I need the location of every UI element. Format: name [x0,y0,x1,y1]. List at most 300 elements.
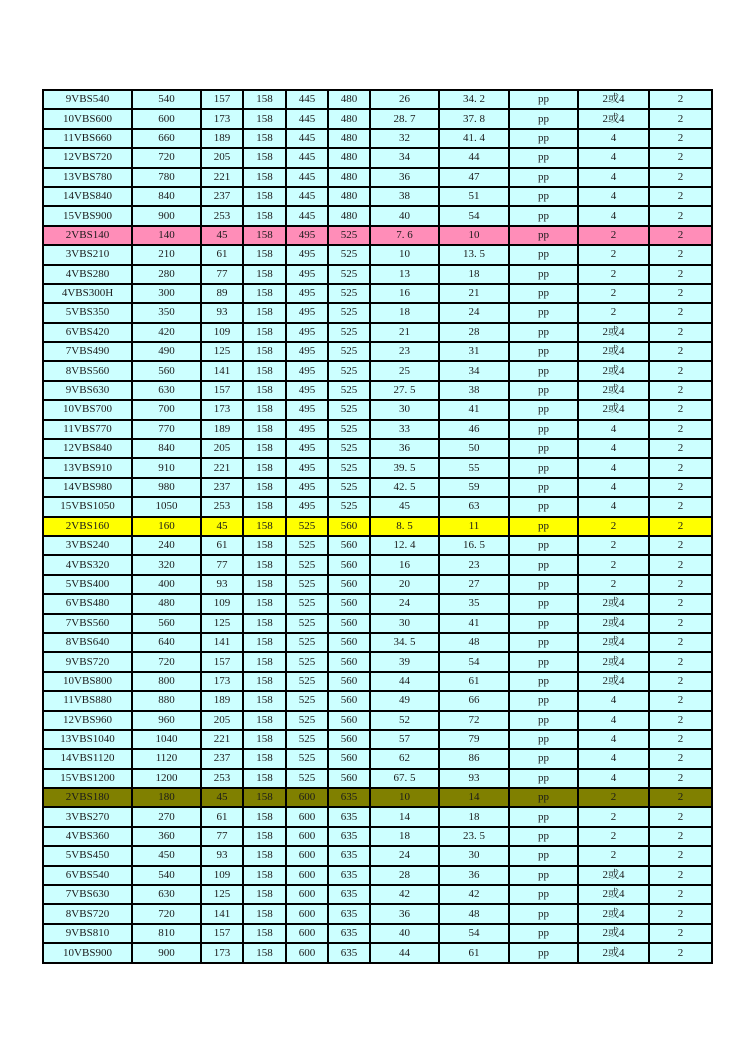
value-cell: 86 [439,749,509,768]
value-cell: 525 [328,265,370,284]
value-cell: 2 [649,924,712,943]
model-cell: 5VBS400 [43,575,132,594]
value-cell: 189 [201,129,243,148]
value-cell: 10 [370,788,439,807]
value-cell: 525 [328,284,370,303]
value-cell: 2或4 [578,90,649,109]
model-cell: 3VBS270 [43,807,132,826]
model-cell: 6VBS420 [43,323,132,342]
model-cell: 3VBS210 [43,245,132,264]
value-cell: 4 [578,168,649,187]
value-cell: pp [509,575,578,594]
table-row [43,633,712,652]
value-cell: 635 [328,846,370,865]
value-cell: 21 [439,284,509,303]
value-cell: 158 [243,226,286,245]
value-cell: 2 [649,245,712,264]
value-cell: 560 [132,361,201,380]
value-cell: 2 [578,226,649,245]
value-cell: pp [509,711,578,730]
value-cell: 158 [243,517,286,536]
value-cell: 4 [578,769,649,788]
value-cell: pp [509,846,578,865]
model-cell: 7VBS490 [43,342,132,361]
value-cell: 810 [132,924,201,943]
model-cell: 11VBS770 [43,420,132,439]
value-cell: 2 [649,148,712,167]
value-cell: 44 [370,672,439,691]
value-cell: 23 [439,555,509,574]
value-cell: 45 [370,497,439,516]
value-cell: 28 [439,323,509,342]
value-cell: 2 [649,555,712,574]
table-row [43,284,712,303]
table-row [43,555,712,574]
table-row [43,420,712,439]
value-cell: 560 [328,594,370,613]
value-cell: 660 [132,129,201,148]
value-cell: 93 [439,769,509,788]
value-cell: 205 [201,711,243,730]
value-cell: 42 [370,885,439,904]
value-cell: pp [509,226,578,245]
value-cell: 350 [132,303,201,322]
value-cell: 2 [649,497,712,516]
value-cell: 40 [370,206,439,225]
value-cell: 158 [243,691,286,710]
value-cell: 4 [578,478,649,497]
table-row [43,614,712,633]
model-cell: 10VBS600 [43,109,132,128]
value-cell: 1040 [132,730,201,749]
value-cell: 61 [201,245,243,264]
value-cell: 2或4 [578,924,649,943]
value-cell: 158 [243,90,286,109]
value-cell: 173 [201,672,243,691]
value-cell: pp [509,943,578,963]
table-row [43,672,712,691]
value-cell: 980 [132,478,201,497]
value-cell: 16 [370,284,439,303]
value-cell: 54 [439,652,509,671]
table-row [43,536,712,555]
value-cell: 270 [132,807,201,826]
value-cell: 157 [201,381,243,400]
value-cell: 141 [201,361,243,380]
value-cell: 25 [370,361,439,380]
value-cell: 2 [578,517,649,536]
value-cell: 910 [132,458,201,477]
value-cell: 635 [328,943,370,963]
model-cell: 13VBS910 [43,458,132,477]
value-cell: 77 [201,555,243,574]
model-cell: 12VBS960 [43,711,132,730]
table-row [43,439,712,458]
value-cell: 4 [578,420,649,439]
value-cell: pp [509,284,578,303]
value-cell: 31 [439,342,509,361]
model-cell: 10VBS800 [43,672,132,691]
value-cell: pp [509,361,578,380]
value-cell: 23. 5 [439,827,509,846]
value-cell: 41. 4 [439,129,509,148]
value-cell: 18 [370,827,439,846]
value-cell: 495 [286,458,328,477]
value-cell: 560 [328,555,370,574]
value-cell: 635 [328,885,370,904]
value-cell: 41 [439,400,509,419]
value-cell: 4 [578,711,649,730]
value-cell: 630 [132,885,201,904]
value-cell: 2或4 [578,323,649,342]
table-row [43,807,712,826]
table-row [43,517,712,536]
value-cell: 525 [328,458,370,477]
value-cell: 2 [649,711,712,730]
table-row [43,594,712,613]
value-cell: 38 [439,381,509,400]
value-cell: 525 [286,575,328,594]
value-cell: 30 [370,614,439,633]
value-cell: pp [509,129,578,148]
value-cell: 495 [286,400,328,419]
value-cell: 2或4 [578,109,649,128]
value-cell: 33 [370,420,439,439]
value-cell: 173 [201,943,243,963]
value-cell: 560 [328,575,370,594]
value-cell: 221 [201,458,243,477]
value-cell: 770 [132,420,201,439]
value-cell: 39. 5 [370,458,439,477]
value-cell: 560 [328,730,370,749]
model-cell: 5VBS350 [43,303,132,322]
table-row [43,827,712,846]
model-cell: 9VBS720 [43,652,132,671]
value-cell: pp [509,478,578,497]
value-cell: 720 [132,904,201,923]
value-cell: 635 [328,866,370,885]
value-cell: 525 [328,361,370,380]
value-cell: pp [509,652,578,671]
value-cell: 2 [578,245,649,264]
value-cell: 79 [439,730,509,749]
value-cell: 600 [286,827,328,846]
value-cell: 52 [370,711,439,730]
value-cell: 44 [370,943,439,963]
table-row [43,148,712,167]
value-cell: 18 [370,303,439,322]
value-cell: 400 [132,575,201,594]
value-cell: 158 [243,924,286,943]
value-cell: 2 [578,536,649,555]
value-cell: pp [509,497,578,516]
value-cell: 2 [649,594,712,613]
value-cell: 445 [286,187,328,206]
value-cell: 450 [132,846,201,865]
value-cell: 16. 5 [439,536,509,555]
model-cell: 15VBS900 [43,206,132,225]
value-cell: 14 [439,788,509,807]
value-cell: 55 [439,458,509,477]
table-row [43,342,712,361]
value-cell: 4 [578,206,649,225]
value-cell: 42. 5 [370,478,439,497]
value-cell: 2 [649,323,712,342]
model-cell: 14VBS980 [43,478,132,497]
value-cell: 61 [439,943,509,963]
value-cell: 158 [243,342,286,361]
value-cell: 158 [243,420,286,439]
value-cell: 158 [243,187,286,206]
value-cell: 10 [370,245,439,264]
value-cell: pp [509,303,578,322]
value-cell: 34 [439,361,509,380]
model-cell: 14VBS1120 [43,749,132,768]
value-cell: 158 [243,284,286,303]
value-cell: 66 [439,691,509,710]
value-cell: 158 [243,478,286,497]
table-row [43,361,712,380]
model-cell: 4VBS300H [43,284,132,303]
value-cell: 45 [201,788,243,807]
value-cell: 480 [328,148,370,167]
value-cell: 495 [286,245,328,264]
value-cell: pp [509,168,578,187]
table-row [43,943,712,963]
table-row [43,226,712,245]
value-cell: 158 [243,827,286,846]
model-cell: 7VBS630 [43,885,132,904]
value-cell: 525 [286,749,328,768]
value-cell: 280 [132,265,201,284]
value-cell: 525 [328,323,370,342]
value-cell: 221 [201,168,243,187]
value-cell: 525 [286,614,328,633]
value-cell: 560 [328,769,370,788]
value-cell: 2 [649,400,712,419]
value-cell: 495 [286,342,328,361]
value-cell: 2 [578,284,649,303]
value-cell: 2 [649,478,712,497]
model-cell: 4VBS360 [43,827,132,846]
value-cell: 560 [328,672,370,691]
value-cell: 560 [328,614,370,633]
value-cell: 630 [132,381,201,400]
table-row [43,245,712,264]
value-cell: pp [509,672,578,691]
value-cell: 700 [132,400,201,419]
value-cell: 30 [370,400,439,419]
table-row [43,711,712,730]
value-cell: 36 [370,904,439,923]
value-cell: 38 [370,187,439,206]
value-cell: 2 [649,730,712,749]
table-row [43,769,712,788]
value-cell: 2 [578,827,649,846]
value-cell: 158 [243,614,286,633]
value-cell: 600 [286,788,328,807]
value-cell: 36 [370,439,439,458]
value-cell: 635 [328,827,370,846]
value-cell: 495 [286,284,328,303]
value-cell: 560 [328,749,370,768]
table-row [43,691,712,710]
value-cell: 44 [439,148,509,167]
value-cell: 2 [649,361,712,380]
value-cell: 237 [201,187,243,206]
value-cell: pp [509,904,578,923]
value-cell: 480 [328,129,370,148]
model-cell: 6VBS540 [43,866,132,885]
value-cell: 525 [328,245,370,264]
model-cell: 10VBS900 [43,943,132,963]
table-row [43,206,712,225]
value-cell: 158 [243,303,286,322]
value-cell: pp [509,614,578,633]
model-cell: 2VBS180 [43,788,132,807]
value-cell: pp [509,827,578,846]
value-cell: 173 [201,109,243,128]
value-cell: 41 [439,614,509,633]
table-row [43,265,712,284]
table-row [43,168,712,187]
value-cell: 525 [286,672,328,691]
value-cell: 158 [243,536,286,555]
value-cell: 158 [243,633,286,652]
value-cell: 2 [649,226,712,245]
table-row [43,846,712,865]
value-cell: 28 [370,866,439,885]
value-cell: 47 [439,168,509,187]
value-cell: 525 [286,594,328,613]
value-cell: 158 [243,555,286,574]
value-cell: pp [509,245,578,264]
value-cell: 560 [328,536,370,555]
value-cell: 160 [132,517,201,536]
value-cell: 205 [201,439,243,458]
value-cell: 600 [286,866,328,885]
value-cell: 445 [286,90,328,109]
value-cell: 720 [132,652,201,671]
table-row [43,904,712,923]
value-cell: 560 [328,652,370,671]
table-row [43,458,712,477]
value-cell: 49 [370,691,439,710]
value-cell: 600 [132,109,201,128]
value-cell: pp [509,594,578,613]
value-cell: 158 [243,943,286,963]
value-cell: 158 [243,458,286,477]
value-cell: 525 [328,478,370,497]
value-cell: pp [509,924,578,943]
value-cell: 525 [328,420,370,439]
value-cell: 158 [243,846,286,865]
value-cell: 2 [649,206,712,225]
value-cell: pp [509,730,578,749]
model-cell: 9VBS810 [43,924,132,943]
value-cell: 560 [328,691,370,710]
model-cell: 9VBS540 [43,90,132,109]
value-cell: 109 [201,866,243,885]
value-cell: pp [509,536,578,555]
value-cell: 93 [201,575,243,594]
value-cell: pp [509,148,578,167]
value-cell: 2或4 [578,381,649,400]
value-cell: 28. 7 [370,109,439,128]
value-cell: 48 [439,904,509,923]
model-cell: 12VBS840 [43,439,132,458]
value-cell: 2 [649,633,712,652]
value-cell: 158 [243,904,286,923]
value-cell: 480 [328,187,370,206]
value-cell: 93 [201,846,243,865]
model-cell: 11VBS660 [43,129,132,148]
value-cell: 57 [370,730,439,749]
value-cell: 2 [649,672,712,691]
value-cell: 54 [439,206,509,225]
model-cell: 12VBS720 [43,148,132,167]
value-cell: 26 [370,90,439,109]
value-cell: 560 [328,711,370,730]
value-cell: 2或4 [578,904,649,923]
value-cell: 840 [132,439,201,458]
value-cell: 54 [439,924,509,943]
value-cell: 61 [201,807,243,826]
value-cell: 2或4 [578,633,649,652]
value-cell: 360 [132,827,201,846]
value-cell: 36 [439,866,509,885]
value-cell: 2 [649,342,712,361]
value-cell: 560 [132,614,201,633]
table-row [43,924,712,943]
value-cell: 158 [243,129,286,148]
value-cell: 89 [201,284,243,303]
value-cell: 640 [132,633,201,652]
table-row [43,866,712,885]
value-cell: 4 [578,749,649,768]
value-cell: 445 [286,168,328,187]
value-cell: 2 [649,265,712,284]
model-cell: 7VBS560 [43,614,132,633]
value-cell: 59 [439,478,509,497]
value-cell: pp [509,788,578,807]
value-cell: 34. 5 [370,633,439,652]
table-row [43,129,712,148]
model-cell: 5VBS450 [43,846,132,865]
value-cell: 1200 [132,769,201,788]
value-cell: 600 [286,904,328,923]
value-cell: 51 [439,187,509,206]
value-cell: 2 [649,109,712,128]
value-cell: 2 [649,846,712,865]
value-cell: 158 [243,245,286,264]
value-cell: 157 [201,652,243,671]
value-cell: pp [509,458,578,477]
value-cell: 4 [578,458,649,477]
value-cell: 158 [243,749,286,768]
model-cell: 8VBS720 [43,904,132,923]
value-cell: 420 [132,323,201,342]
value-cell: 157 [201,90,243,109]
value-cell: 4 [578,730,649,749]
value-cell: 61 [439,672,509,691]
value-cell: pp [509,769,578,788]
value-cell: pp [509,749,578,768]
value-cell: 2 [649,866,712,885]
value-cell: 32 [370,129,439,148]
value-cell: 173 [201,400,243,419]
value-cell: 158 [243,672,286,691]
